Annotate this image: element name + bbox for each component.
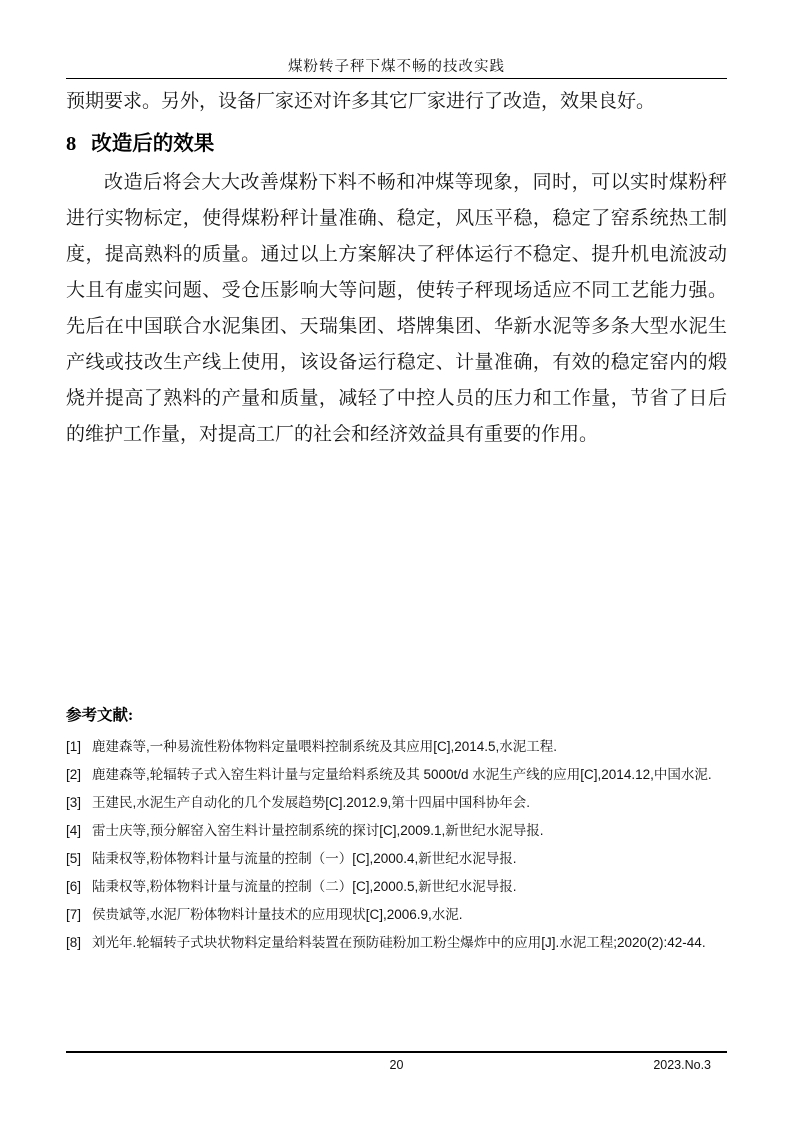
page-content	[66, 0, 727, 957]
reference-text: 王建民,水泥生产自动化的几个发展趋势[C].2012.9,第十四届中国科协年会.	[92, 795, 531, 810]
reference-text: 刘光年.轮辐转子式块状物料定量给料装置在预防硅粉加工粉尘爆炸中的应用[J].水泥工程;2020(2):42-44.	[92, 935, 706, 950]
references-heading: 参考文献:	[66, 707, 134, 724]
reference-marker: [6]	[66, 879, 82, 894]
section-title: 改造后的效果	[91, 133, 215, 155]
reference-item	[66, 873, 727, 901]
reference-text: 鹿建森等,轮辐转子式入窑生料计量与定量给料系统及其 5000t/d 水泥生产线的应用[C],2014.12,中国水泥.	[92, 767, 712, 782]
section-heading	[66, 130, 727, 158]
reference-text: 陆秉权等,粉体物料计量与流量的控制（一）[C],2000.4,新世纪水泥导报.	[92, 851, 517, 866]
reference-marker: [1]	[66, 739, 82, 754]
section-body-paragraph: 改造后将会大大改善煤粉下料不畅和冲煤等现象，同时，可以实时煤粉秤进行实物标定，使得煤粉秤计量准确、稳定，风压平稳，稳定了窑系统热工制度，提高熟料的质量。通过以上方案解决了秤体运行不稳定、提升机电流波动大且有虚实问题、受仓压影响大等问题，使转子秤现场适应不同工艺能力强。先后在中国联合水泥集团、天瑞集团、塔牌集团、华新水泥等多条大型水泥生产线或技改生产线上使用，该设备运行稳定、计量准确，有效的稳定窑内的煅烧并提高了熟料的产量和质量，减轻了中控人员的压力和工作量，节省了日后的维护工作量，对提高工厂的社会和经济效益具有重要的作用。	[66, 172, 727, 445]
reference-marker: [4]	[66, 823, 82, 838]
footer-issue-label: 2023.No.3	[653, 1058, 711, 1072]
reference-marker: [3]	[66, 795, 82, 810]
reference-text: 鹿建森等,一种易流性粉体物料定量喂料控制系统及其应用[C],2014.5,水泥工程.	[92, 739, 558, 754]
page-footer	[66, 1051, 727, 1079]
reference-item	[66, 845, 727, 873]
reference-marker: [7]	[66, 907, 82, 922]
reference-text: 陆秉权等,粉体物料计量与流量的控制（二）[C],2000.5,新世纪水泥导报.	[92, 879, 517, 894]
footer-page-number: 20	[389, 1058, 404, 1072]
reference-item	[66, 761, 727, 789]
references-list	[66, 733, 727, 957]
running-header-title: 煤粉转子秤下煤不畅的技改实践	[66, 0, 727, 79]
reference-marker: [2]	[66, 767, 82, 782]
reference-item	[66, 929, 727, 957]
reference-marker: [5]	[66, 851, 82, 866]
reference-item	[66, 901, 727, 929]
reference-item	[66, 789, 727, 817]
intro-paragraph-line: 预期要求。另外，设备厂家还对许多其它厂家进行了改造，效果良好。	[66, 91, 656, 112]
references-section	[66, 705, 727, 957]
section-number: 8	[66, 133, 77, 155]
reference-item	[66, 817, 727, 845]
reference-text: 雷士庆等,预分解窑入窑生料计量控制系统的探讨[C],2009.1,新世纪水泥导报.	[92, 823, 544, 838]
reference-marker: [8]	[66, 935, 82, 950]
reference-item	[66, 733, 727, 761]
reference-text: 侯贵斌等,水泥厂粉体物料计量技术的应用现状[C],2006.9,水泥.	[92, 907, 463, 922]
